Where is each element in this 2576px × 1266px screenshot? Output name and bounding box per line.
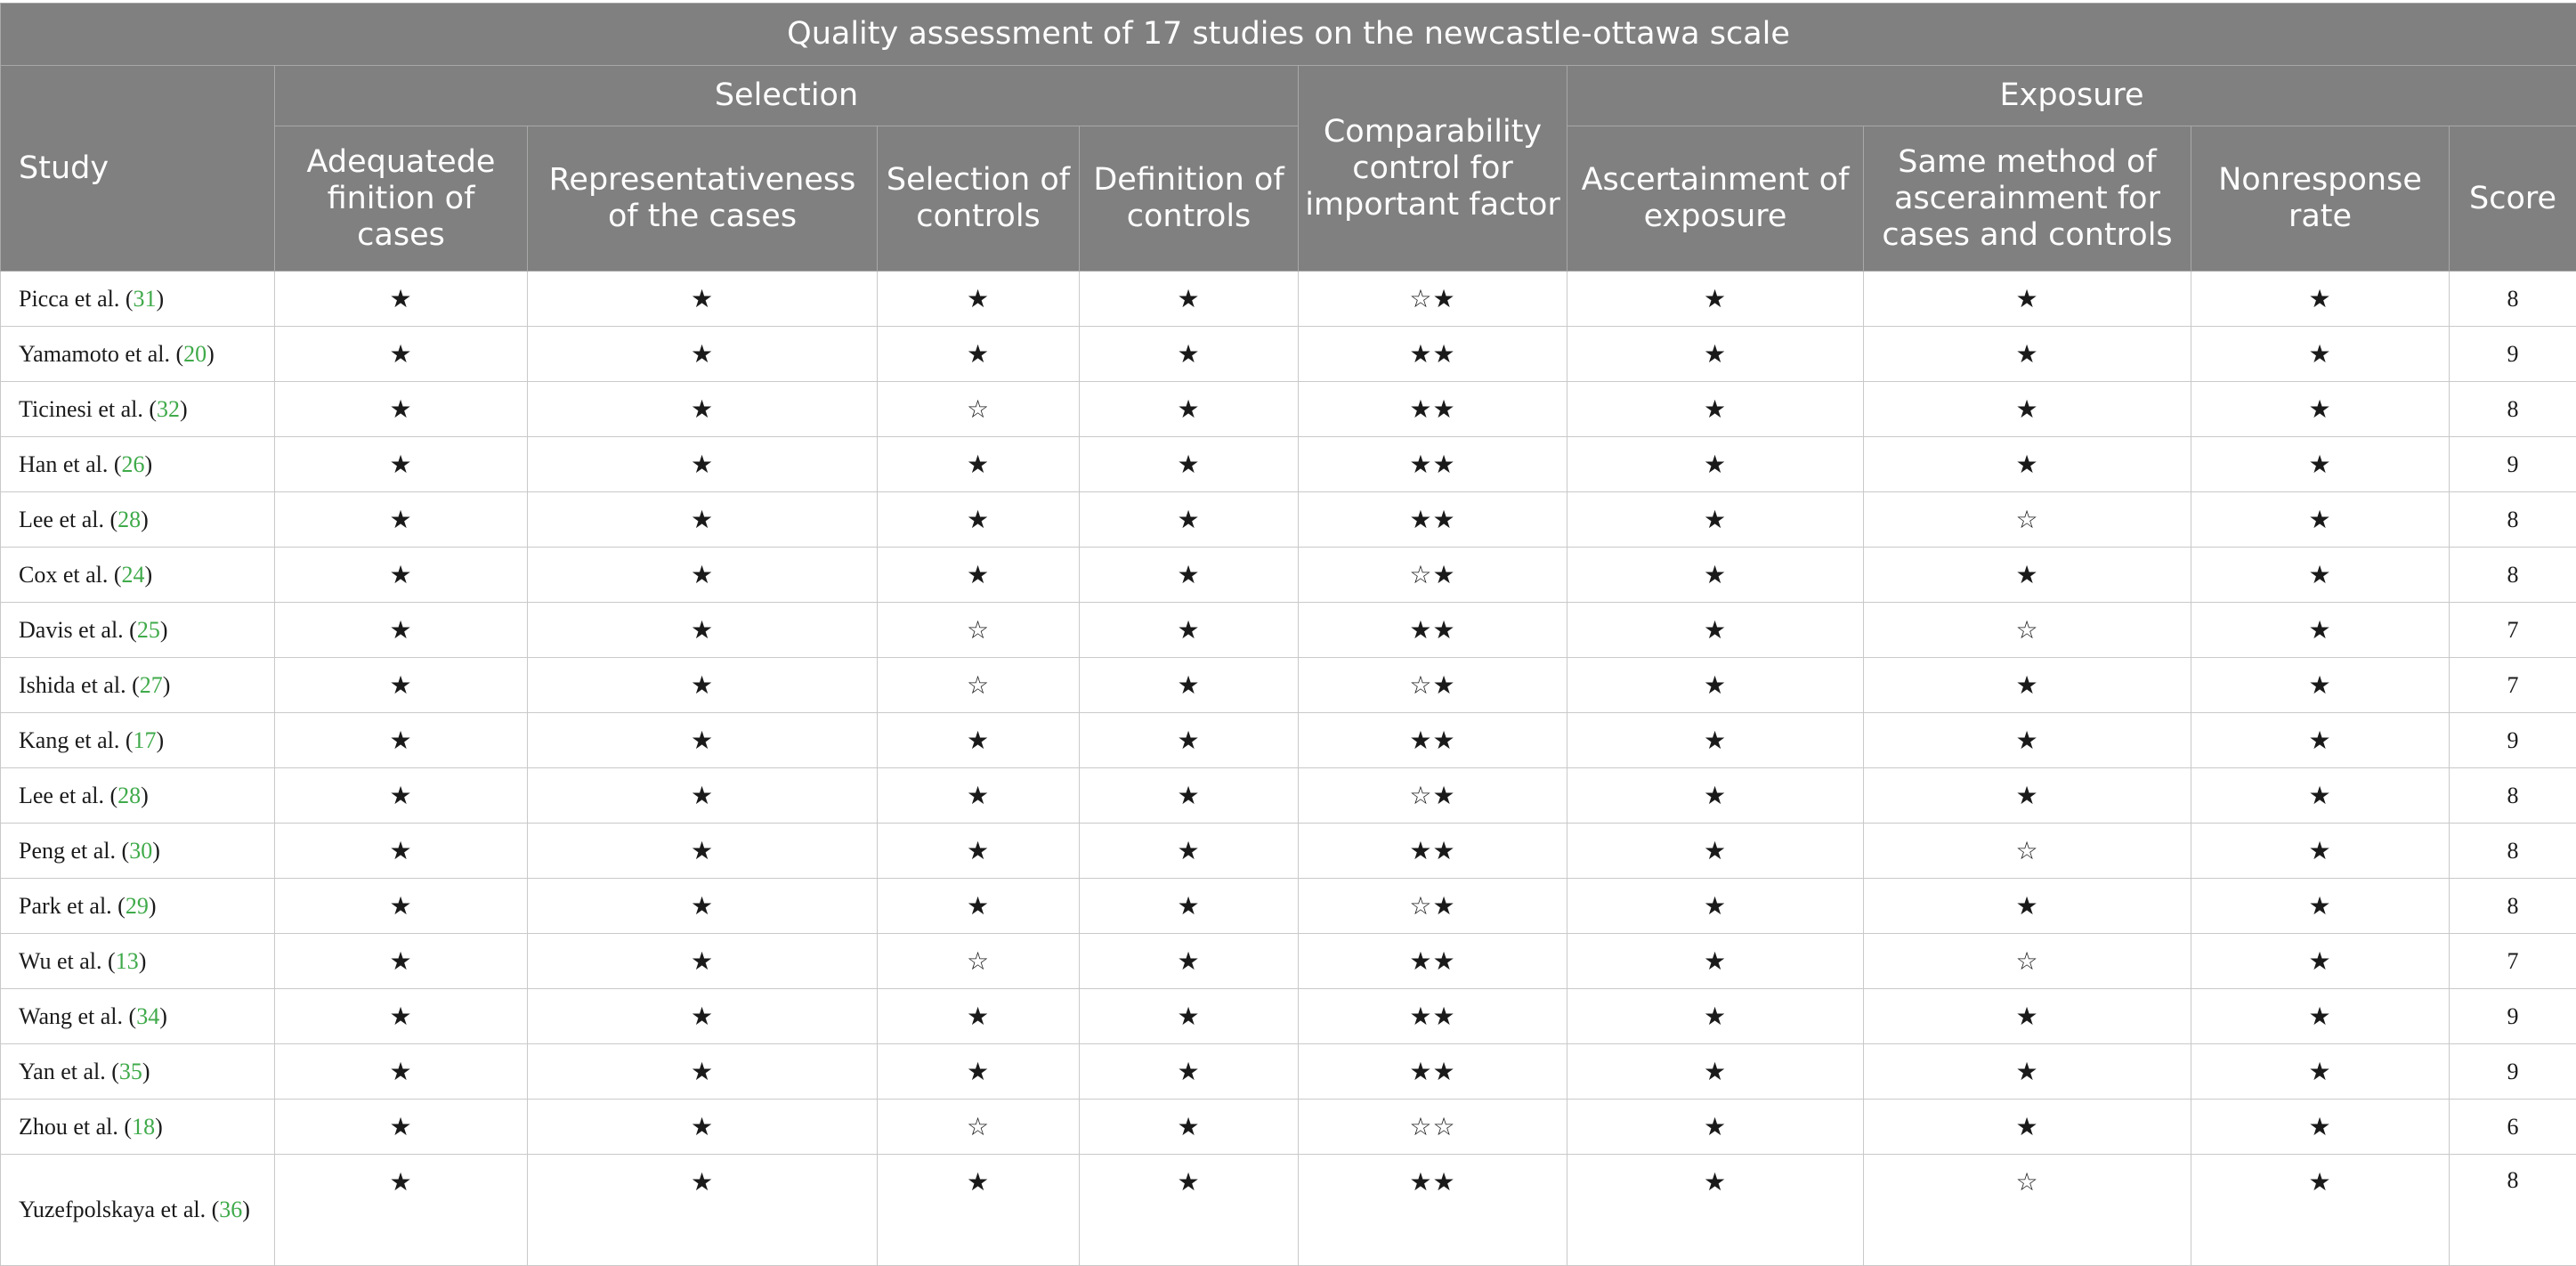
rating-c3-cell: ★ bbox=[878, 1044, 1080, 1100]
rating-c6-cell: ★ bbox=[1567, 1155, 1864, 1266]
score-cell: 8 bbox=[2450, 824, 2576, 879]
study-author: Wang et al. ( bbox=[19, 1003, 136, 1029]
study-column-header: Study bbox=[1, 66, 275, 272]
rating-c5-cell: ☆★ bbox=[1299, 879, 1567, 934]
rating-c6-cell: ★ bbox=[1567, 713, 1864, 768]
reference-close: ) bbox=[145, 562, 153, 588]
reference-link[interactable]: 34 bbox=[136, 1003, 159, 1029]
rating-c8-cell: ★ bbox=[2191, 824, 2450, 879]
study-cell bbox=[1, 548, 275, 603]
study-cell bbox=[1, 1100, 275, 1155]
rating-c2-cell: ★ bbox=[528, 1155, 878, 1266]
rating-c6-cell: ★ bbox=[1567, 658, 1864, 713]
study-author: Davis et al. ( bbox=[19, 617, 137, 643]
reference-link[interactable]: 20 bbox=[183, 341, 207, 367]
rating-c7-cell: ★ bbox=[1864, 879, 2191, 934]
rating-c3-cell: ★ bbox=[878, 824, 1080, 879]
score-cell: 8 bbox=[2450, 768, 2576, 824]
table-row bbox=[1, 1155, 2576, 1266]
reference-close: ) bbox=[145, 451, 153, 477]
table-row bbox=[1, 989, 2576, 1044]
rating-c2-cell: ★ bbox=[528, 879, 878, 934]
rating-c1-cell: ★ bbox=[275, 879, 528, 934]
reference-link[interactable]: 13 bbox=[116, 948, 139, 974]
rating-c4-cell: ★ bbox=[1080, 437, 1299, 492]
reference-link[interactable]: 27 bbox=[140, 672, 163, 698]
rating-c7-cell: ★ bbox=[1864, 1100, 2191, 1155]
rating-c8-cell: ★ bbox=[2191, 548, 2450, 603]
score-cell: 8 bbox=[2450, 382, 2576, 437]
rating-c2-cell: ★ bbox=[528, 603, 878, 658]
rating-c7-cell: ★ bbox=[1864, 1044, 2191, 1100]
rating-c5-cell: ★★ bbox=[1299, 1155, 1567, 1266]
rating-c4-cell: ★ bbox=[1080, 1044, 1299, 1100]
rating-c7-cell: ★ bbox=[1864, 658, 2191, 713]
rating-c4-cell: ★ bbox=[1080, 327, 1299, 382]
rating-c3-cell: ★ bbox=[878, 437, 1080, 492]
rating-c1-cell: ★ bbox=[275, 768, 528, 824]
study-cell bbox=[1, 603, 275, 658]
rating-c5-cell: ☆★ bbox=[1299, 548, 1567, 603]
rating-c1-cell: ★ bbox=[275, 1100, 528, 1155]
rating-c6-cell: ★ bbox=[1567, 768, 1864, 824]
rating-c4-cell: ★ bbox=[1080, 548, 1299, 603]
rating-c7-cell: ★ bbox=[1864, 768, 2191, 824]
rating-c7-cell: ☆ bbox=[1864, 1155, 2191, 1266]
rating-c4-cell: ★ bbox=[1080, 492, 1299, 548]
selection-group-header: Selection bbox=[275, 66, 1299, 126]
rating-c1-cell: ★ bbox=[275, 548, 528, 603]
rating-c4-cell: ★ bbox=[1080, 713, 1299, 768]
score-cell: 7 bbox=[2450, 658, 2576, 713]
rating-c5-cell: ☆★ bbox=[1299, 658, 1567, 713]
nonresponse-header: Nonresponse rate bbox=[2191, 126, 2450, 272]
rating-c3-cell: ★ bbox=[878, 768, 1080, 824]
reference-link[interactable]: 32 bbox=[157, 396, 180, 422]
reference-link[interactable]: 28 bbox=[117, 507, 141, 532]
rating-c5-cell: ★★ bbox=[1299, 382, 1567, 437]
exposure-group-header: Exposure bbox=[1567, 66, 2576, 126]
rating-c1-cell: ★ bbox=[275, 327, 528, 382]
rating-c4-cell: ★ bbox=[1080, 879, 1299, 934]
score-cell: 8 bbox=[2450, 492, 2576, 548]
representativeness-header: Representativeness of the cases bbox=[528, 126, 878, 272]
reference-close: ) bbox=[207, 341, 215, 367]
study-cell bbox=[1, 1155, 275, 1266]
rating-c6-cell: ★ bbox=[1567, 272, 1864, 327]
reference-link[interactable]: 17 bbox=[134, 727, 157, 753]
rating-c5-cell: ★★ bbox=[1299, 603, 1567, 658]
rating-c3-cell: ★ bbox=[878, 989, 1080, 1044]
rating-c2-cell: ★ bbox=[528, 768, 878, 824]
rating-c8-cell: ★ bbox=[2191, 1155, 2450, 1266]
score-cell: 6 bbox=[2450, 1100, 2576, 1155]
rating-c2-cell: ★ bbox=[528, 713, 878, 768]
rating-c5-cell: ★★ bbox=[1299, 1044, 1567, 1100]
study-cell bbox=[1, 1044, 275, 1100]
table-row bbox=[1, 658, 2576, 713]
reference-close: ) bbox=[157, 727, 165, 753]
rating-c3-cell: ★ bbox=[878, 713, 1080, 768]
rating-c8-cell: ★ bbox=[2191, 492, 2450, 548]
rating-c5-cell: ★★ bbox=[1299, 934, 1567, 989]
rating-c6-cell: ★ bbox=[1567, 327, 1864, 382]
rating-c6-cell: ★ bbox=[1567, 492, 1864, 548]
rating-c7-cell: ☆ bbox=[1864, 492, 2191, 548]
rating-c8-cell: ★ bbox=[2191, 713, 2450, 768]
score-cell: 7 bbox=[2450, 603, 2576, 658]
rating-c6-cell: ★ bbox=[1567, 548, 1864, 603]
study-author: Lee et al. ( bbox=[19, 507, 117, 532]
rating-c1-cell: ★ bbox=[275, 1044, 528, 1100]
rating-c2-cell: ★ bbox=[528, 1100, 878, 1155]
comparability-column-header: Comparability control for important factor bbox=[1299, 66, 1567, 272]
rating-c1-cell: ★ bbox=[275, 437, 528, 492]
rating-c1-cell: ★ bbox=[275, 272, 528, 327]
rating-c8-cell: ★ bbox=[2191, 658, 2450, 713]
rating-c1-cell: ★ bbox=[275, 603, 528, 658]
study-cell bbox=[1, 327, 275, 382]
score-cell: 8 bbox=[2450, 272, 2576, 327]
study-cell bbox=[1, 713, 275, 768]
rating-c7-cell: ★ bbox=[1864, 548, 2191, 603]
rating-c7-cell: ★ bbox=[1864, 382, 2191, 437]
study-author: Lee et al. ( bbox=[19, 783, 117, 808]
reference-close: ) bbox=[141, 507, 149, 532]
study-author: Picca et al. ( bbox=[19, 286, 134, 312]
rating-c3-cell: ☆ bbox=[878, 658, 1080, 713]
rating-c2-cell: ★ bbox=[528, 989, 878, 1044]
rating-c3-cell: ★ bbox=[878, 879, 1080, 934]
rating-c6-cell: ★ bbox=[1567, 879, 1864, 934]
reference-link[interactable]: 36 bbox=[219, 1197, 242, 1222]
rating-c7-cell: ☆ bbox=[1864, 824, 2191, 879]
study-cell bbox=[1, 658, 275, 713]
rating-c7-cell: ★ bbox=[1864, 713, 2191, 768]
rating-c4-cell: ★ bbox=[1080, 1155, 1299, 1266]
reference-close: ) bbox=[180, 396, 188, 422]
rating-c3-cell: ★ bbox=[878, 492, 1080, 548]
reference-close: ) bbox=[160, 617, 168, 643]
rating-c6-cell: ★ bbox=[1567, 1044, 1864, 1100]
reference-link[interactable]: 35 bbox=[119, 1059, 142, 1084]
study-author: Yamamoto et al. ( bbox=[19, 341, 183, 367]
study-cell bbox=[1, 272, 275, 327]
rating-c7-cell: ★ bbox=[1864, 327, 2191, 382]
table-row bbox=[1, 1044, 2576, 1100]
rating-c8-cell: ★ bbox=[2191, 1100, 2450, 1155]
study-author: Ticinesi et al. ( bbox=[19, 396, 157, 422]
reference-link[interactable]: 30 bbox=[129, 838, 152, 864]
table-row bbox=[1, 272, 2576, 327]
table-row bbox=[1, 934, 2576, 989]
rating-c5-cell: ★★ bbox=[1299, 989, 1567, 1044]
rating-c4-cell: ★ bbox=[1080, 768, 1299, 824]
table-row bbox=[1, 879, 2576, 934]
rating-c5-cell: ★★ bbox=[1299, 327, 1567, 382]
rating-c1-cell: ★ bbox=[275, 382, 528, 437]
rating-c5-cell: ★★ bbox=[1299, 492, 1567, 548]
study-author: Kang et al. ( bbox=[19, 727, 134, 753]
reference-link[interactable]: 31 bbox=[134, 286, 157, 312]
rating-c2-cell: ★ bbox=[528, 382, 878, 437]
rating-c2-cell: ★ bbox=[528, 934, 878, 989]
table-row bbox=[1, 437, 2576, 492]
rating-c8-cell: ★ bbox=[2191, 437, 2450, 492]
rating-c2-cell: ★ bbox=[528, 548, 878, 603]
rating-c1-cell: ★ bbox=[275, 934, 528, 989]
rating-c5-cell: ☆☆ bbox=[1299, 1100, 1567, 1155]
score-cell: 8 bbox=[2450, 879, 2576, 934]
table-row bbox=[1, 1100, 2576, 1155]
score-cell: 8 bbox=[2450, 1155, 2576, 1266]
study-cell bbox=[1, 934, 275, 989]
table-caption: Quality assessment of 17 studies on the newcastle-ottawa scale bbox=[1, 4, 2576, 66]
rating-c8-cell: ★ bbox=[2191, 1044, 2450, 1100]
rating-c5-cell: ☆★ bbox=[1299, 272, 1567, 327]
rating-c4-cell: ★ bbox=[1080, 934, 1299, 989]
reference-link[interactable]: 28 bbox=[117, 783, 141, 808]
score-cell: 9 bbox=[2450, 327, 2576, 382]
score-cell: 8 bbox=[2450, 548, 2576, 603]
rating-c7-cell: ☆ bbox=[1864, 603, 2191, 658]
study-author: Han et al. ( bbox=[19, 451, 122, 477]
table-row bbox=[1, 768, 2576, 824]
table-row bbox=[1, 382, 2576, 437]
study-cell bbox=[1, 382, 275, 437]
study-cell bbox=[1, 824, 275, 879]
rating-c6-cell: ★ bbox=[1567, 603, 1864, 658]
rating-c3-cell: ☆ bbox=[878, 1100, 1080, 1155]
study-cell bbox=[1, 879, 275, 934]
rating-c7-cell: ★ bbox=[1864, 437, 2191, 492]
reference-close: ) bbox=[159, 1003, 167, 1029]
reference-close: ) bbox=[155, 1114, 163, 1140]
rating-c2-cell: ★ bbox=[528, 492, 878, 548]
ascertainment-header: Ascertainment of exposure bbox=[1567, 126, 1864, 272]
rating-c3-cell: ★ bbox=[878, 272, 1080, 327]
definition-controls-header: Definition of controls bbox=[1080, 126, 1299, 272]
rating-c6-cell: ★ bbox=[1567, 437, 1864, 492]
rating-c2-cell: ★ bbox=[528, 272, 878, 327]
rating-c2-cell: ★ bbox=[528, 437, 878, 492]
score-header: Score bbox=[2450, 126, 2576, 272]
table-row bbox=[1, 713, 2576, 768]
rating-c2-cell: ★ bbox=[528, 824, 878, 879]
table-row bbox=[1, 548, 2576, 603]
study-author: Ishida et al. ( bbox=[19, 672, 140, 698]
rating-c7-cell: ★ bbox=[1864, 989, 2191, 1044]
rating-c3-cell: ★ bbox=[878, 327, 1080, 382]
rating-c8-cell: ★ bbox=[2191, 382, 2450, 437]
score-cell: 9 bbox=[2450, 713, 2576, 768]
rating-c1-cell: ★ bbox=[275, 989, 528, 1044]
rating-c3-cell: ★ bbox=[878, 548, 1080, 603]
rating-c3-cell: ☆ bbox=[878, 934, 1080, 989]
rating-c1-cell: ★ bbox=[275, 713, 528, 768]
rating-c8-cell: ★ bbox=[2191, 768, 2450, 824]
table-row bbox=[1, 603, 2576, 658]
reference-close: ) bbox=[141, 783, 149, 808]
study-author: Zhou et al. ( bbox=[19, 1114, 132, 1140]
quality-assessment-table bbox=[0, 3, 2576, 1266]
rating-c8-cell: ★ bbox=[2191, 603, 2450, 658]
reference-close: ) bbox=[142, 1059, 150, 1084]
rating-c4-cell: ★ bbox=[1080, 382, 1299, 437]
rating-c6-cell: ★ bbox=[1567, 934, 1864, 989]
rating-c3-cell: ★ bbox=[878, 1155, 1080, 1266]
rating-c4-cell: ★ bbox=[1080, 272, 1299, 327]
table-row bbox=[1, 824, 2576, 879]
reference-close: ) bbox=[152, 838, 160, 864]
rating-c6-cell: ★ bbox=[1567, 382, 1864, 437]
rating-c8-cell: ★ bbox=[2191, 327, 2450, 382]
reference-link[interactable]: 18 bbox=[132, 1114, 155, 1140]
reference-link[interactable]: 25 bbox=[137, 617, 160, 643]
rating-c4-cell: ★ bbox=[1080, 989, 1299, 1044]
study-author: Park et al. ( bbox=[19, 893, 126, 919]
rating-c5-cell: ☆★ bbox=[1299, 768, 1567, 824]
table-row bbox=[1, 492, 2576, 548]
study-author: Cox et al. ( bbox=[19, 562, 122, 588]
rating-c8-cell: ★ bbox=[2191, 272, 2450, 327]
study-author: Wu et al. ( bbox=[19, 948, 116, 974]
rating-c8-cell: ★ bbox=[2191, 989, 2450, 1044]
adequate-definition-header: Adequatede finition of cases bbox=[275, 126, 528, 272]
rating-c8-cell: ★ bbox=[2191, 934, 2450, 989]
rating-c4-cell: ★ bbox=[1080, 658, 1299, 713]
rating-c3-cell: ☆ bbox=[878, 382, 1080, 437]
rating-c6-cell: ★ bbox=[1567, 824, 1864, 879]
rating-c1-cell: ★ bbox=[275, 492, 528, 548]
reference-link[interactable]: 24 bbox=[122, 562, 145, 588]
reference-link[interactable]: 26 bbox=[122, 451, 145, 477]
reference-close: ) bbox=[149, 893, 157, 919]
rating-c1-cell: ★ bbox=[275, 658, 528, 713]
study-author: Yuzefpolskaya et al. ( bbox=[19, 1197, 219, 1222]
rating-c5-cell: ★★ bbox=[1299, 437, 1567, 492]
study-author: Yan et al. ( bbox=[19, 1059, 119, 1084]
study-cell bbox=[1, 492, 275, 548]
rating-c4-cell: ★ bbox=[1080, 603, 1299, 658]
rating-c8-cell: ★ bbox=[2191, 879, 2450, 934]
rating-c6-cell: ★ bbox=[1567, 989, 1864, 1044]
rating-c2-cell: ★ bbox=[528, 327, 878, 382]
reference-close: ) bbox=[139, 948, 147, 974]
rating-c5-cell: ★★ bbox=[1299, 824, 1567, 879]
rating-c7-cell: ★ bbox=[1864, 272, 2191, 327]
reference-close: ) bbox=[163, 672, 171, 698]
rating-c5-cell: ★★ bbox=[1299, 713, 1567, 768]
rating-c3-cell: ☆ bbox=[878, 603, 1080, 658]
study-cell bbox=[1, 437, 275, 492]
rating-c7-cell: ☆ bbox=[1864, 934, 2191, 989]
rating-c2-cell: ★ bbox=[528, 658, 878, 713]
reference-close: ) bbox=[242, 1197, 250, 1222]
score-cell: 9 bbox=[2450, 989, 2576, 1044]
rating-c6-cell: ★ bbox=[1567, 1100, 1864, 1155]
rating-c1-cell: ★ bbox=[275, 824, 528, 879]
study-cell bbox=[1, 989, 275, 1044]
rating-c4-cell: ★ bbox=[1080, 1100, 1299, 1155]
reference-close: ) bbox=[157, 286, 165, 312]
score-cell: 9 bbox=[2450, 1044, 2576, 1100]
rating-c1-cell: ★ bbox=[275, 1155, 528, 1266]
table-row bbox=[1, 327, 2576, 382]
score-cell: 7 bbox=[2450, 934, 2576, 989]
rating-c2-cell: ★ bbox=[528, 1044, 878, 1100]
rating-c4-cell: ★ bbox=[1080, 824, 1299, 879]
study-author: Peng et al. ( bbox=[19, 838, 129, 864]
study-cell bbox=[1, 768, 275, 824]
score-cell: 9 bbox=[2450, 437, 2576, 492]
reference-link[interactable]: 29 bbox=[126, 893, 149, 919]
same-method-header: Same method of ascerainment for cases and controls bbox=[1864, 126, 2191, 272]
selection-controls-header: Selection of controls bbox=[878, 126, 1080, 272]
